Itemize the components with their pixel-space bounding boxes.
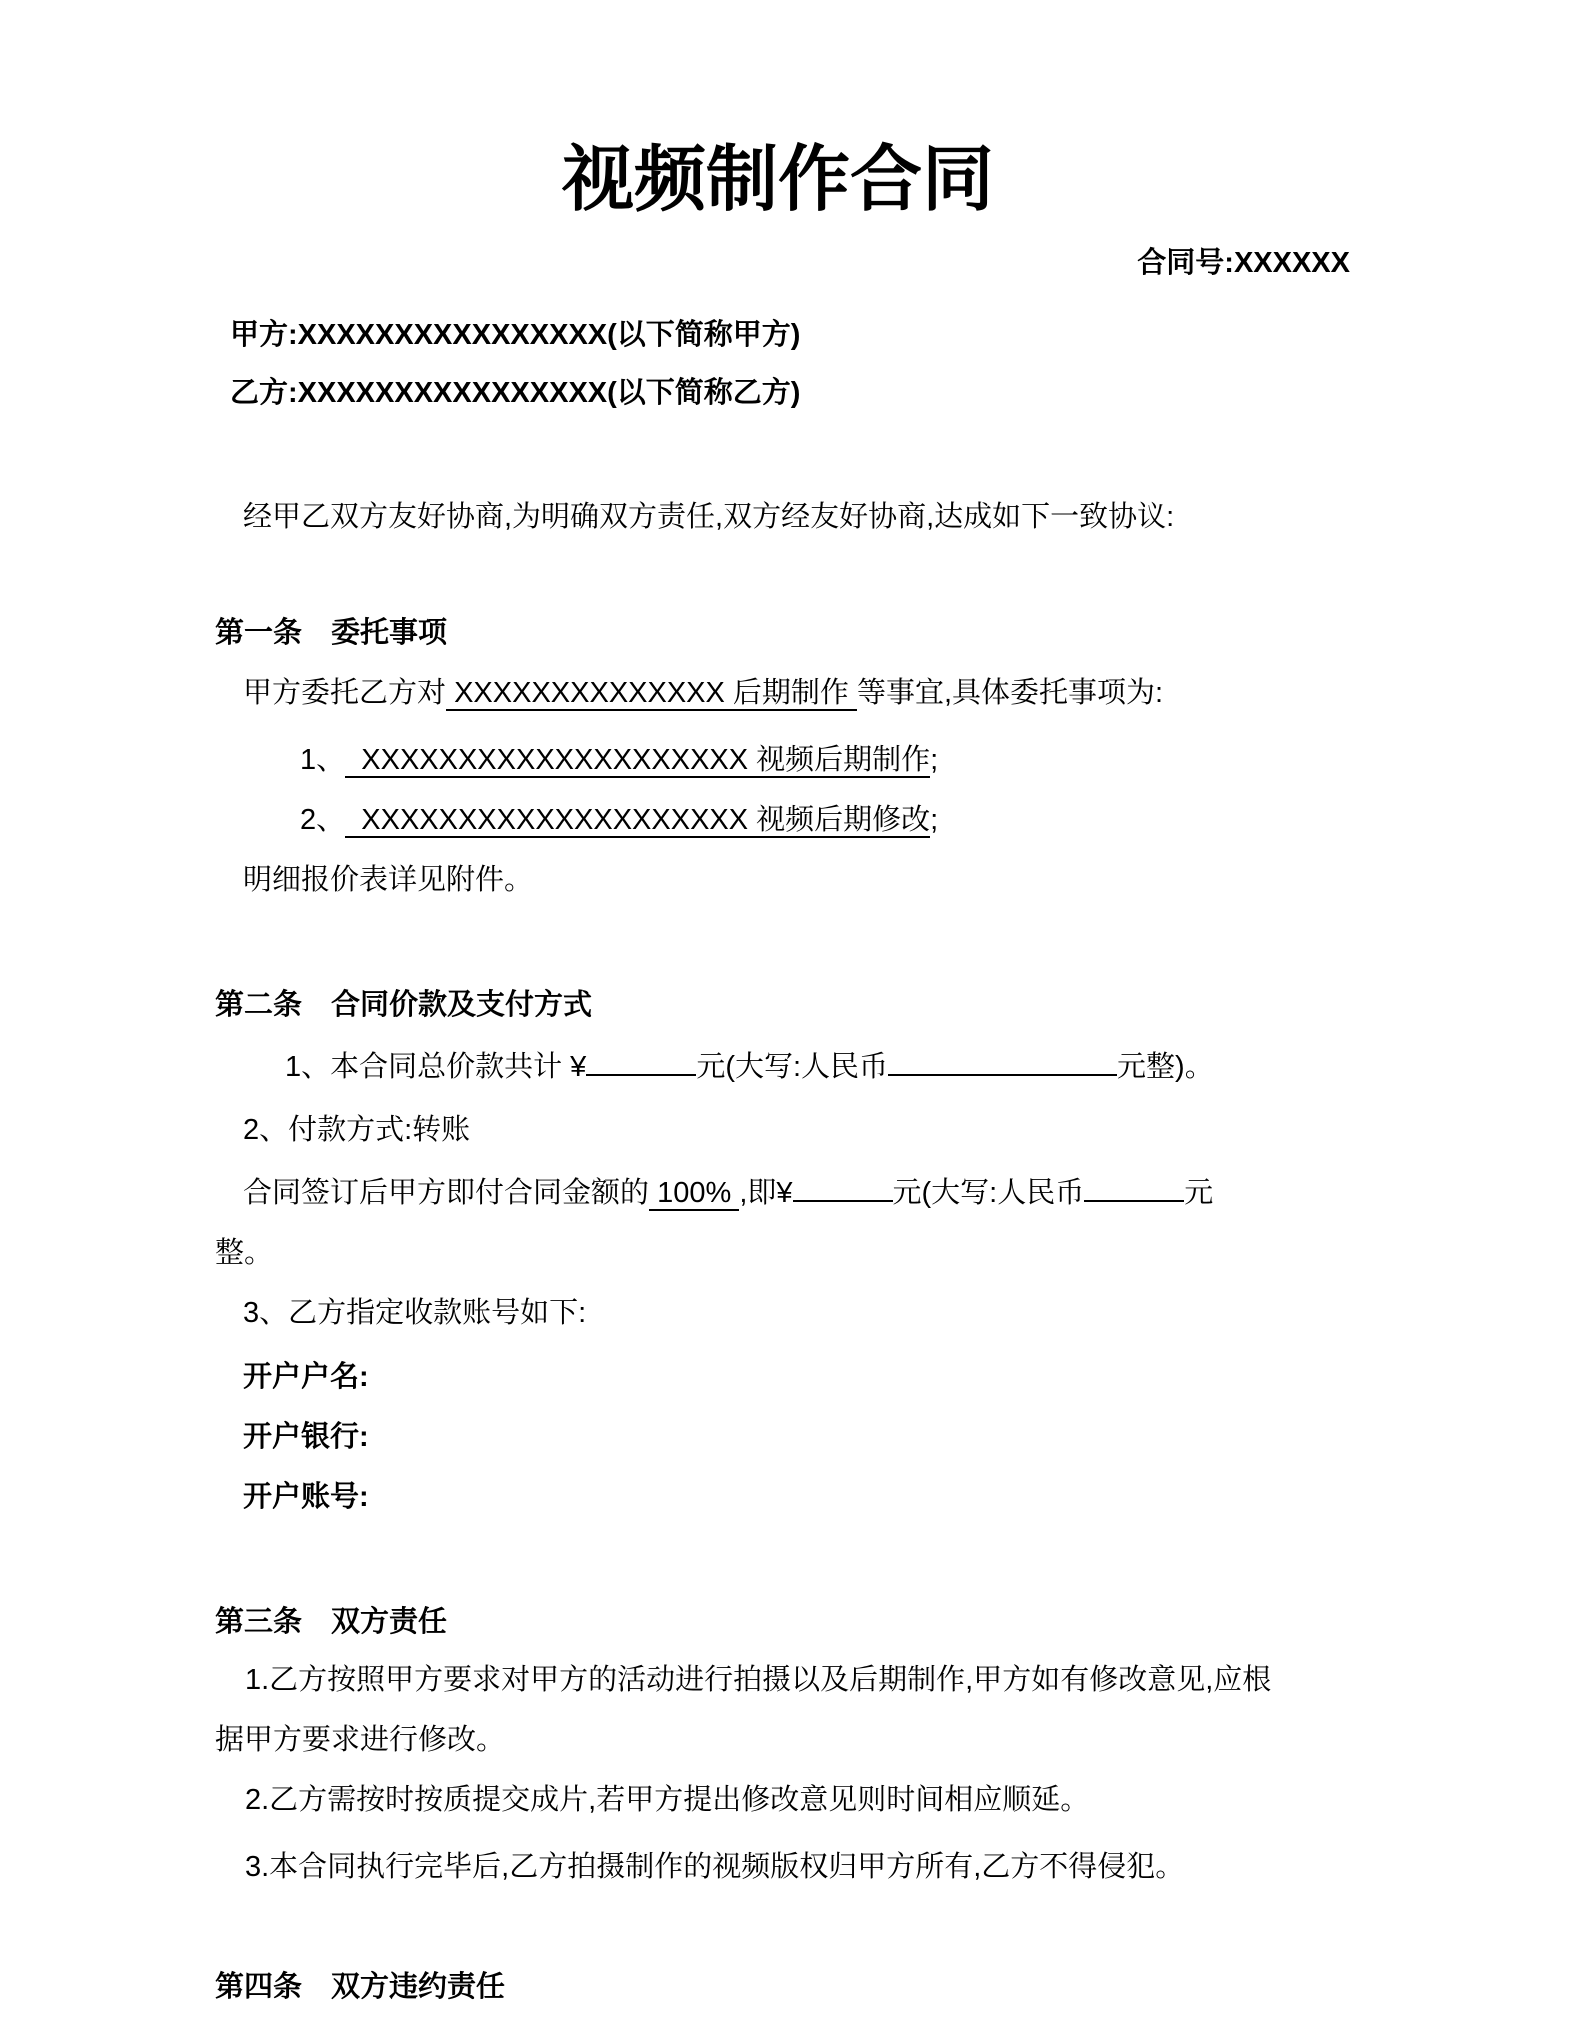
price-prefix: 1、本合同总价款共计 ¥ [285, 1051, 587, 1083]
intro-paragraph: 经甲乙双方友好协商,为明确双方责任,双方经友好协商,达成如下一致协议: [243, 501, 1175, 533]
pay-prefix: 合同签订后甲方即付合同金额的 [243, 1177, 650, 1209]
item-2-underlined-blank: XXXXXXXXXXXXXXXXXXXX 视频后期修改 [345, 804, 931, 836]
lead-prefix: 甲方委托乙方对 [243, 677, 447, 709]
section-2-heading: 第二条 合同价款及支付方式 [215, 989, 593, 1021]
item-2-suffix: ; [930, 804, 939, 836]
lead-underlined-blank: XXXXXXXXXXXXXX 后期制作 [446, 677, 857, 709]
item-1-number: 1、 [300, 744, 346, 776]
section-3-item-3: 3.本合同执行完毕后,乙方拍摄制作的视频版权归甲方所有,乙方不得侵犯。 [245, 1851, 1185, 1883]
pay-words-blank [1084, 1170, 1184, 1202]
document-content [215, 140, 1395, 2017]
item-2-number: 2、 [300, 804, 346, 836]
price-words-blank [888, 1044, 1117, 1076]
section-2-pay-wrap-line: 整。 [215, 1237, 274, 1269]
section-1-heading: 第一条 委托事项 [215, 617, 448, 649]
bank-name-label: 开户户名: [243, 1361, 369, 1393]
section-4-heading: 第四条 双方违约责任 [215, 1971, 506, 2003]
section-2-account-lead: 3、乙方指定收款账号如下: [243, 1297, 587, 1329]
doc-title: 视频制作合同 [561, 140, 994, 220]
section-2-price-line [215, 1037, 1395, 1097]
section-3-heading: 第三条 双方责任 [215, 1606, 448, 1638]
price-suffix: 元整)。 [1117, 1051, 1214, 1083]
section-2-pay-line [215, 1163, 1395, 1223]
bank-account-label: 开户账号: [243, 1481, 369, 1513]
section-3-item-2: 2.乙方需按时按质提交成片,若甲方提出修改意见则时间相应顺延。 [245, 1784, 1090, 1816]
section-1-item-2 [215, 790, 1395, 850]
pay-percent-underlined: 100% [649, 1177, 740, 1209]
party-a-line: 甲方:XXXXXXXXXXXXXXXX(以下简称甲方) [230, 319, 801, 351]
section-1-note: 明细报价表详见附件。 [243, 864, 534, 896]
price-mid: 元(大写:人民币 [696, 1051, 889, 1083]
party-b-line: 乙方:XXXXXXXXXXXXXXXX(以下简称乙方) [230, 377, 801, 409]
section-1-lead [215, 663, 1395, 723]
section-3-item-1-line-2: 据甲方要求进行修改。 [215, 1724, 506, 1756]
bank-branch-label: 开户银行: [243, 1421, 369, 1453]
pay-mid2: 元(大写:人民币 [892, 1177, 1085, 1209]
price-amount-blank [586, 1044, 696, 1076]
section-2-pay-method: 2、付款方式:转账 [243, 1114, 471, 1146]
pay-amount-blank [793, 1170, 893, 1202]
section-3-item-1-line-1: 1.乙方按照甲方要求对甲方的活动进行拍摄以及后期制作,甲方如有修改意见,应根 [245, 1664, 1272, 1696]
item-1-suffix: ; [930, 744, 939, 776]
lead-suffix: 等事宜,具体委托事项为: [857, 677, 1164, 709]
section-1-item-1 [215, 730, 1395, 790]
pay-suffix: 元 [1184, 1177, 1214, 1209]
item-1-underlined-blank: XXXXXXXXXXXXXXXXXXXX 视频后期制作 [345, 744, 931, 776]
pay-mid1: ,即¥ [739, 1177, 793, 1209]
contract-number: 合同号:XXXXXX [1137, 247, 1350, 279]
